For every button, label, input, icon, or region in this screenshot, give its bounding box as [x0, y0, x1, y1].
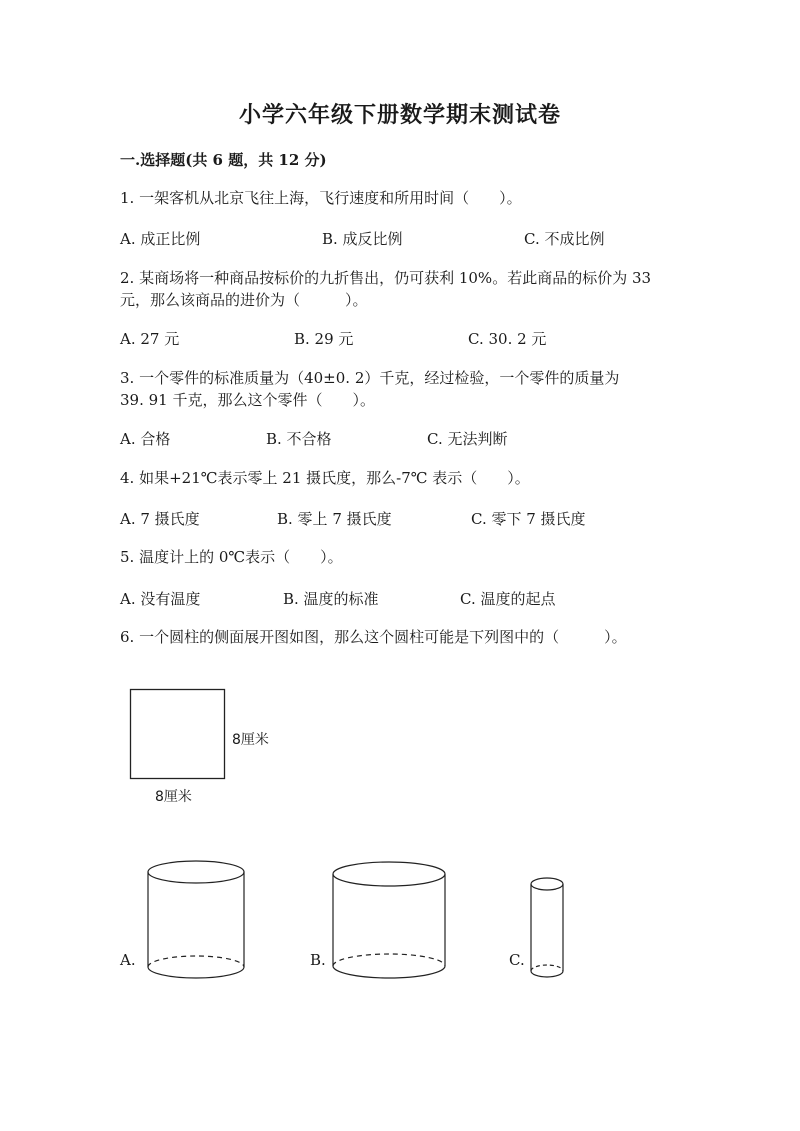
question-5: 5. 温度计上的 0℃表示（ ）。: [120, 548, 343, 566]
question-2-line-1: 2. 某商场将一种商品按标价的九折售出，仍可获利 10%。若此商品的标价为 33: [120, 269, 652, 287]
cylinder-b-label: B.: [310, 951, 326, 969]
q2-option-a: A. 27 元: [120, 330, 180, 348]
unrolled-square: [131, 690, 225, 779]
q5-option-c: C. 温度的起点: [460, 590, 556, 608]
q1-option-b: B. 成反比例: [322, 230, 403, 248]
q4-option-a: A. 7 摄氏度: [120, 510, 200, 528]
q5-option-b: B. 温度的标准: [283, 590, 379, 608]
q1-option-c: C. 不成比例: [524, 230, 605, 248]
question-6: 6. 一个圆柱的侧面展开图如图，那么这个圆柱可能是下列图中的（ ）。: [120, 628, 627, 646]
cylinder-a-label: A.: [120, 951, 136, 969]
q3-option-c: C. 无法判断: [427, 430, 508, 448]
cylinder-c: [531, 878, 563, 977]
question-4: 4. 如果+21℃表示零上 21 摄氏度，那么-7℃ 表示（ ）。: [120, 469, 530, 487]
q5-option-a: A. 没有温度: [120, 590, 201, 608]
cylinder-b: [333, 862, 445, 978]
q4-option-c: C. 零下 7 摄氏度: [471, 510, 586, 528]
q4-option-b: B. 零上 7 摄氏度: [277, 510, 392, 528]
cylinder-a: [148, 861, 244, 978]
q2-option-b: B. 29 元: [294, 330, 354, 348]
q3-option-b: B. 不合格: [266, 430, 332, 448]
question-3-line-2: 39. 91 千克，那么这个零件（ ）。: [120, 391, 375, 409]
section-heading: 一.选择题(共 6 题，共 12 分): [120, 151, 327, 169]
question-2-line-2: 元，那么该商品的进价为（ ）。: [120, 291, 368, 309]
page-title: 小学六年级下册数学期末测试卷: [238, 102, 561, 128]
q1-option-a: A. 成正比例: [120, 230, 201, 248]
question-1: 1. 一架客机从北京飞往上海，飞行速度和所用时间（ ）。: [120, 189, 522, 207]
cylinder-c-label: C.: [509, 951, 525, 969]
square-side-label: 8厘米: [232, 732, 269, 748]
q3-option-a: A. 合格: [120, 430, 171, 448]
q2-option-c: C. 30. 2 元: [468, 330, 547, 348]
question-3-line-1: 3. 一个零件的标准质量为（40±0. 2）千克，经过检验，一个零件的质量为: [120, 369, 620, 387]
square-bottom-label: 8厘米: [155, 789, 192, 805]
